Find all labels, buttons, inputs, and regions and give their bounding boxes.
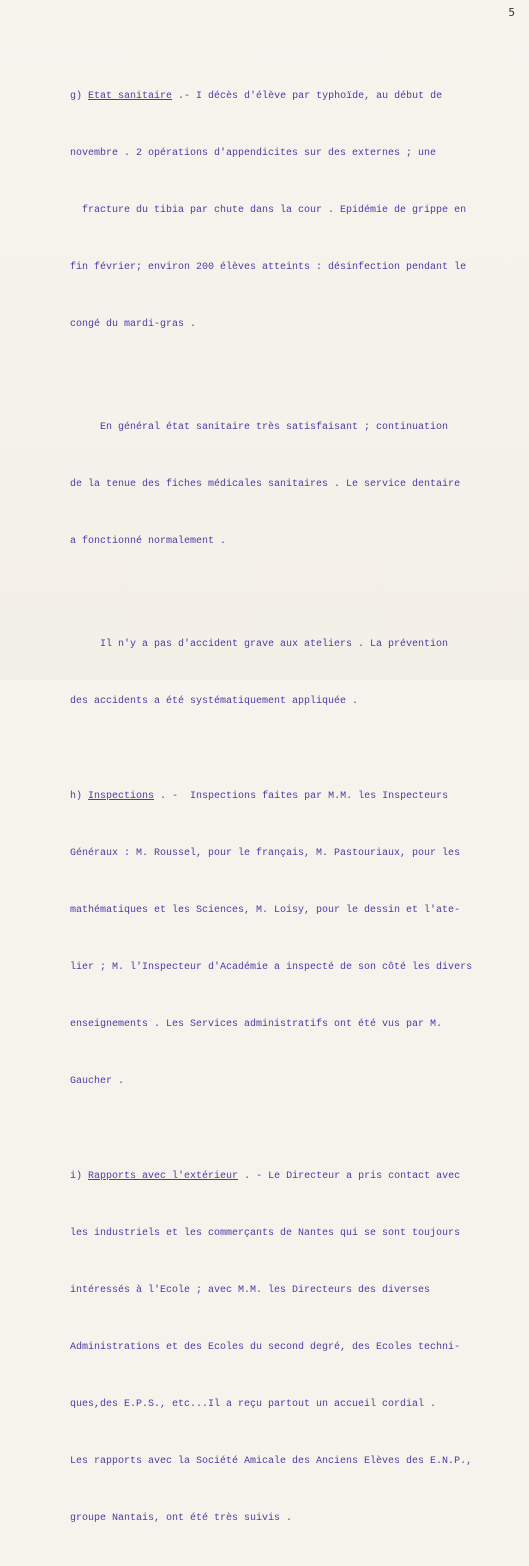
section-g-line-2: fracture du tibia par chute dans la cour . Epidémie de grippe en — [70, 205, 467, 216]
section-i-line-4: ques,des E.P.S., etc...Il a reçu partout un accueil cordial . — [70, 1399, 437, 1410]
section-g-line-3: fin février; environ 200 élèves atteints : désinfection pendant le — [70, 262, 467, 273]
section-g-line-7: a fonctionné normalement . — [70, 536, 227, 547]
section-i-line-2: intéressés à l'Ecole ; avec M.M. les Directeurs des diverses — [70, 1285, 431, 1296]
section-h-line-2: mathématiques et les Sciences, M. Loisy, pour le dessin et l'ate- — [70, 905, 461, 916]
section-g-line-6: de la tenue des fiches médicales sanitaires . Le service dentaire — [70, 479, 461, 490]
page-number: 5 — [508, 6, 515, 19]
section-h-line-0: . - Inspections faites par M.M. les Inspecteurs — [154, 791, 449, 802]
section-h-line-1: Généraux : M. Roussel, pour le français, M. Pastouriaux, pour les — [70, 848, 461, 859]
paragraph-gap — [70, 372, 510, 380]
section-g-title: Etat sanitaire — [88, 91, 173, 102]
section-g-line-1: novembre . 2 opérations d'appendicites sur des externes ; une — [70, 148, 437, 159]
section-i-line-1: les industriels et les commerçants de Nantes qui se sont toujours — [70, 1228, 461, 1239]
section-g-heading-line — [70, 87, 510, 106]
section-i-label: i) — [70, 1171, 83, 1182]
section-h-line-4: enseignements . Les Services administratifs ont été vus par M. — [70, 1019, 443, 1030]
section-g-line-4: congé du mardi-gras . — [70, 319, 197, 330]
section-h-heading-line — [70, 787, 510, 806]
section-i-line-0: . - Le Directeur a pris contact avec — [238, 1171, 461, 1182]
section-g-line-9: des accidents a été systématiquement appliquée . — [70, 696, 359, 707]
section-i-line-5: Les rapports avec la Société Amicale des Anciens Elèves des E.N.P., — [70, 1456, 473, 1467]
section-i-line-3: Administrations et des Ecoles du second degré, des Ecoles techni- — [70, 1342, 461, 1353]
paragraph-gap — [70, 589, 510, 597]
section-g-label: g) — [70, 91, 83, 102]
section-h-label: h) — [70, 791, 83, 802]
section-g-line-0: .- I décès d'élève par typhoïde, au début de — [172, 91, 443, 102]
section-h-line-3: lier ; M. l'Inspecteur d'Académie a inspecté de son côté les divers — [70, 962, 473, 973]
document-body — [70, 30, 510, 1566]
section-i-heading-line — [70, 1167, 510, 1186]
section-g-line-8: Il n'y a pas d'accident grave aux ateliers . La prévention — [70, 639, 449, 650]
section-i-line-6: groupe Nantais, ont été très suivis . — [70, 1513, 293, 1524]
section-g-line-5: En général état sanitaire très satisfaisant ; continuation — [70, 422, 449, 433]
section-i-title: Rapports avec l'extérieur — [88, 1171, 239, 1182]
section-h-title: Inspections — [88, 791, 155, 802]
section-h-line-5: Gaucher . — [70, 1076, 125, 1087]
